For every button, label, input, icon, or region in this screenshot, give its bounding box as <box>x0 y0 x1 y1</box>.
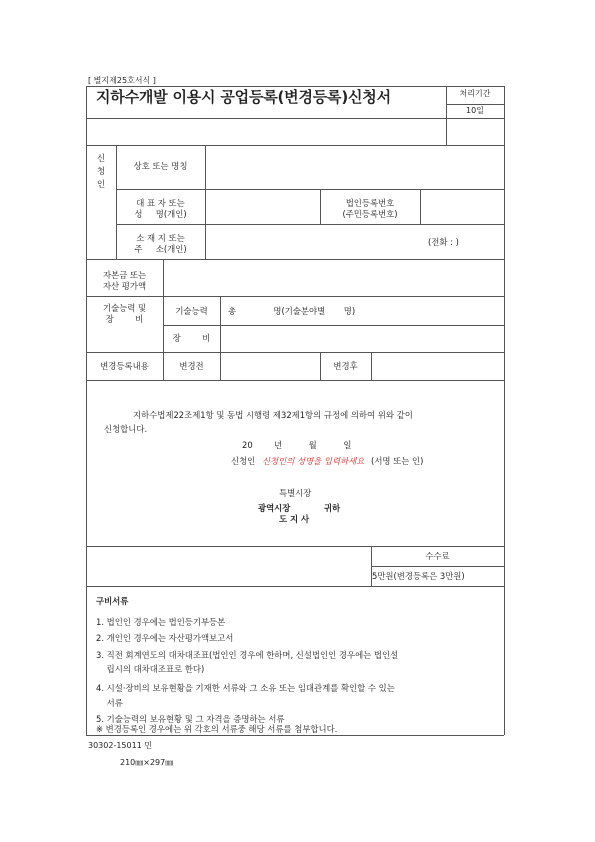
recipient-honorific: 귀하 <box>324 503 341 513</box>
document-item: 4. 시설·장비의 보유현황을 기재한 서류와 그 소유 또는 임대관계를 확인할 수 있는 <box>96 683 395 693</box>
declaration-line-1: 지하수법제22조제1항 및 동법 시행령 제32제1항의 규정에 의하여 위와 같이 <box>133 410 413 420</box>
document-item: 3. 직전 회계연도의 대차대조표(법인인 경우에 한하며, 신설법인인 경우에는 법인설 <box>96 650 399 660</box>
equip-field[interactable] <box>221 326 503 351</box>
tech-value: 총 명(기술분야별 명) <box>228 306 356 316</box>
document-item: ※ 변경등록인 경우에는 위 각호의 서류중 해당 서류를 첨부합니다. <box>96 724 338 734</box>
corp-no-label: 법인등록번호 (주민등록번호) <box>342 198 398 219</box>
processing-period: 10일 <box>466 106 484 115</box>
change-label: 변경등록내용 <box>100 361 149 371</box>
trade-name-label: 상호 또는 명칭 <box>133 161 188 171</box>
form-serial-code: 30302-15011 민 <box>88 741 153 750</box>
recipient-governor: 도 지 사 <box>279 514 310 524</box>
document-item: 서류 <box>96 698 123 708</box>
tech-equipment-side-label: 기술능력 및 장 비 <box>102 303 147 324</box>
paper-size: 210㎜×297㎜ <box>120 758 174 767</box>
tech-label: 기술능력 <box>175 306 208 316</box>
trade-name-field[interactable] <box>206 146 503 188</box>
address-label: 소 재 지 또는 주 소(개인) <box>134 233 187 254</box>
documents-title: 구비서류 <box>96 596 129 606</box>
change-after-field[interactable] <box>372 353 503 379</box>
recipient-special-city: 특별시장 <box>279 488 312 498</box>
document-item: 2. 개인인 경우에는 자산평가액보고서 <box>96 633 234 643</box>
document-item: 립시의 대차대조표로 한다) <box>96 664 205 674</box>
processing-label: 처리기간 <box>459 89 491 98</box>
form-code: [ 별지제25호서식 ] <box>88 76 156 85</box>
phone-label: (전화 : ) <box>428 237 459 247</box>
applicant-name-input[interactable]: 신청인의 성명을 입력하세요 <box>261 456 365 466</box>
change-before-label: 변경전 <box>179 361 204 371</box>
applicant-side-label: 신 청 인 <box>96 153 106 190</box>
change-after-label: 변경후 <box>333 361 358 371</box>
capital-field[interactable] <box>164 260 503 295</box>
document-item: 5. 기술능력의 보유현황 및 그 자격을 증명하는 서류 <box>96 714 285 724</box>
fee-value: 5만원(변경등록은 3만원) <box>372 571 465 581</box>
equip-label: 장 비 <box>172 333 211 343</box>
representative-field[interactable] <box>206 190 319 223</box>
recipient-metro-city: 광역시장 <box>258 503 291 513</box>
applicant-signature-row <box>231 456 423 467</box>
document-item: 1. 법인인 경우에는 법인등기부등본 <box>96 617 226 627</box>
corp-no-field[interactable] <box>421 190 503 223</box>
declaration-line-2: 신청합니다. <box>104 424 148 434</box>
fee-label: 수수료 <box>425 551 450 561</box>
page-title: 지하수개발 이용시 공업등록(변경등록)신청서 <box>96 88 391 106</box>
change-before-field[interactable] <box>221 353 319 379</box>
applicant-suffix: (서명 또는 인) <box>371 456 424 466</box>
application-date: 20 년 월 일 <box>242 440 352 450</box>
representative-label: 대 표 자 또는 성 명(개인) <box>134 198 187 219</box>
applicant-prefix: 신청인 <box>231 456 256 466</box>
capital-label: 자본금 또는 자산 평가액 <box>102 270 147 291</box>
